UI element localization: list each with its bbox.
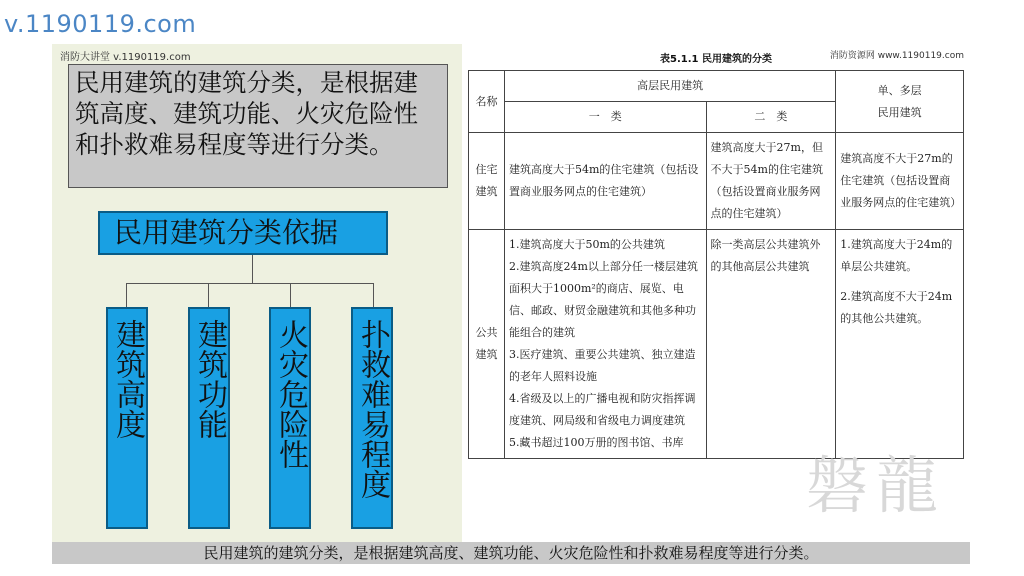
intro-textbox: 民用建筑的建筑分类，是根据建筑高度、建筑功能、火灾危险性和扑救难易程度等进行分类。 bbox=[68, 64, 448, 188]
site-url: v.1190119.com bbox=[4, 10, 197, 38]
row-public-name: 公共 建筑 bbox=[469, 230, 505, 459]
logo-watermark: 磐龍 bbox=[805, 449, 946, 522]
list-item: 5.藏书超过100万册的图书馆、书库 bbox=[508, 436, 684, 449]
row-residential-class2: 建筑高度大于27m，但不大于54m的住宅建筑（包括设置商业服务网点的住宅建筑） bbox=[706, 133, 836, 230]
row-public-class1 bbox=[504, 230, 706, 459]
header-class1: 一 类 bbox=[504, 102, 706, 133]
diagram-leaf-fire-risk: 火灾危险性 bbox=[269, 307, 311, 529]
list-item: 4.省级及以上的广播电视和防灾指挥调度建筑、网局级和省级电力调度建筑 bbox=[508, 392, 696, 427]
table-header-row bbox=[469, 71, 964, 102]
header-name: 名称 bbox=[469, 71, 505, 133]
diagram-root: 民用建筑分类依据 bbox=[98, 211, 388, 255]
left-panel bbox=[52, 44, 462, 544]
connector-2 bbox=[208, 283, 209, 307]
connector-4 bbox=[373, 283, 374, 307]
connector-root-stem bbox=[252, 255, 253, 283]
watermark-left: 消防大讲堂 v.1190119.com bbox=[60, 52, 191, 63]
caption-bar: 民用建筑的建筑分类，是根据建筑高度、建筑功能、火灾危险性和扑救难易程度等进行分类。 bbox=[52, 542, 970, 564]
row-residential-class1: 建筑高度大于54m的住宅建筑（包括设置商业服务网点的住宅建筑） bbox=[504, 133, 706, 230]
table-area bbox=[462, 44, 970, 544]
list-item: 2.建筑高度不大于24m的其他公共建筑。 bbox=[840, 290, 953, 325]
slide bbox=[52, 44, 970, 564]
table-row bbox=[469, 133, 964, 230]
diagram-leaf-height: 建筑高度 bbox=[106, 307, 148, 529]
diagram-leaf-function: 建筑功能 bbox=[188, 307, 230, 529]
header-high-rise: 高层民用建筑 bbox=[504, 71, 835, 102]
watermark-right: 消防资源网 www.1190119.com bbox=[829, 51, 964, 61]
classification-table bbox=[468, 70, 964, 459]
list-item: 1.建筑高度大于24m的单层公共建筑。 bbox=[840, 238, 953, 273]
header-low-rise: 单、多层 民用建筑 bbox=[836, 71, 964, 133]
connector-3 bbox=[290, 283, 291, 307]
connector-horizontal bbox=[126, 283, 374, 284]
row-public-low bbox=[836, 230, 964, 459]
list-item: 1.建筑高度大于50m的公共建筑 bbox=[508, 238, 665, 251]
table-row bbox=[469, 230, 964, 459]
list-item: 3.医疗建筑、重要公共建筑、独立建造的老年人照料设施 bbox=[508, 348, 696, 383]
list-item: 2.建筑高度24m以上部分任一楼层建筑面积大于1000m²的商店、展览、电信、邮政、财贸金融建筑和其他多种功能组合的建筑 bbox=[508, 260, 698, 339]
diagram-leaf-rescue-difficulty: 扑救难易程度 bbox=[351, 307, 393, 529]
connector-1 bbox=[126, 283, 127, 307]
table-title: 表5.1.1 民用建筑的分类 bbox=[660, 54, 772, 65]
row-residential-name: 住宅 建筑 bbox=[469, 133, 505, 230]
header-class2: 二 类 bbox=[706, 102, 836, 133]
row-public-class2: 除一类高层公共建筑外的其他高层公共建筑 bbox=[706, 230, 836, 459]
row-residential-low: 建筑高度不大于27m的住宅建筑（包括设置商业服务网点的住宅建筑） bbox=[836, 133, 964, 230]
